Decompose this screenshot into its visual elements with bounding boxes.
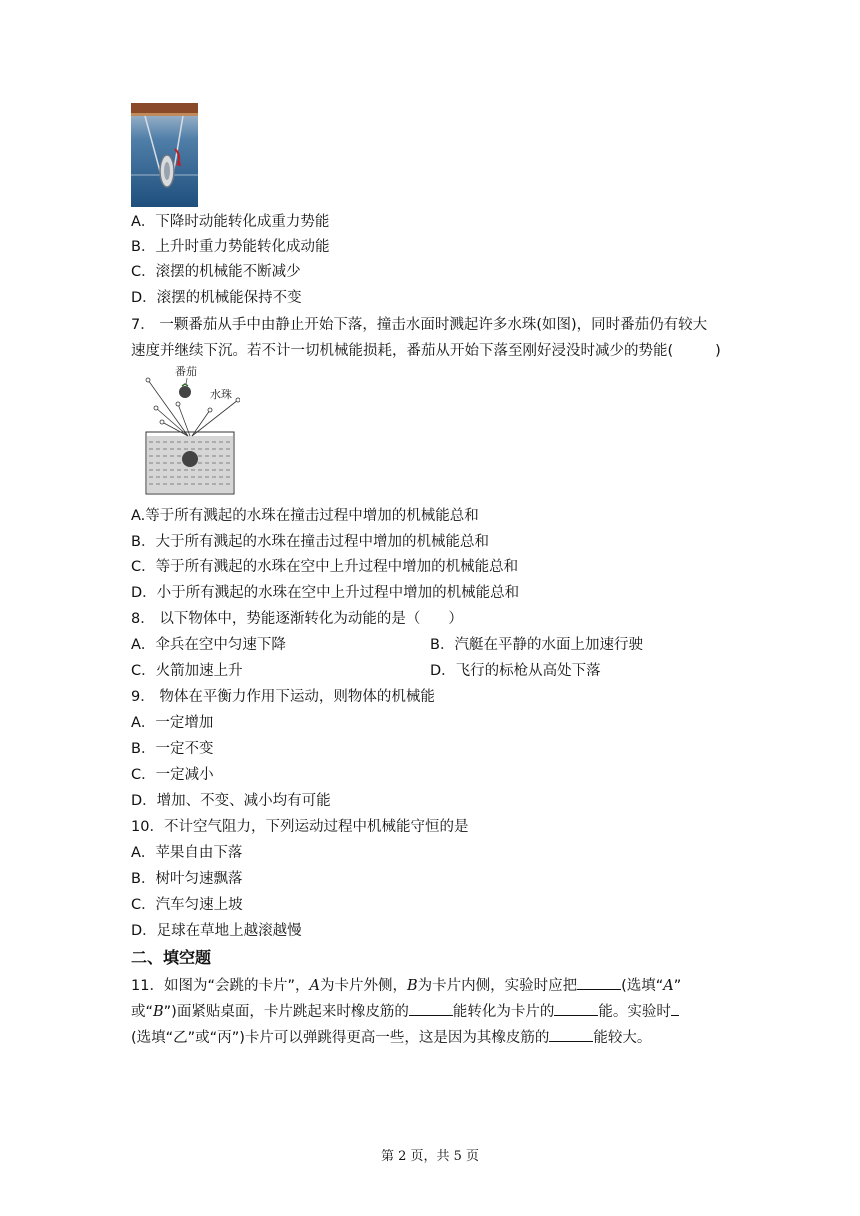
q11-text: ”)面紧贴桌面，卡片跳起来时橡皮筋的 [163, 1004, 409, 1020]
q11-line3 [131, 1027, 651, 1048]
page-footer: 第 2 页，共 5 页 [380, 1149, 480, 1164]
q6-option-d: D．滚摆的机械能保持不变 [131, 290, 302, 306]
q11-text: 能较大。 [593, 1030, 652, 1046]
answer-blank[interactable] [549, 1027, 593, 1042]
q8-option-c: C．火箭加速上升 [131, 663, 243, 679]
q10-option-d: D．足球在草地上越滚越慢 [131, 923, 302, 939]
q9-option-d: D．增加、不变、减小均有可能 [131, 793, 331, 809]
q11-var-a: A [309, 978, 320, 994]
q7-option-c: C．等于所有溅起的水珠在空中上升过程中增加的机械能总和 [131, 559, 519, 575]
yo-yo-pendulum-figure [131, 103, 198, 207]
q11-line2 [131, 1001, 679, 1022]
tomato-splash-figure [140, 362, 240, 496]
q7-stem-line2-text: 速度并继续下沉。若不计一切机械能损耗，番茄从开始下落至刚好浸没时减少的势能( [131, 343, 674, 359]
q11-text: 能转化为卡片的 [452, 1004, 555, 1020]
answer-blank[interactable] [577, 975, 621, 990]
droplets-label: 水珠 [210, 388, 232, 401]
tomato-label: 番茄 [175, 365, 197, 378]
q7-stem-line1: 7． 一颗番茄从手中由静止开始下落，撞击水面时溅起许多水珠(如图)，同时番茄仍有较大 [131, 317, 708, 333]
q9-option-c: C．一定减小 [131, 767, 214, 783]
q11-line1 [131, 975, 681, 996]
q11-text: (选填“乙”或“丙”)卡片可以弹跳得更高一些，这是因为其橡皮筋的 [131, 1030, 550, 1046]
q11-text: 11．如图为“会跳的卡片”， [131, 978, 310, 994]
answer-blank[interactable] [554, 1001, 598, 1016]
tomato-splash-diagram-icon [140, 362, 240, 496]
q11-text: ” [673, 978, 682, 994]
q11-var-b: B [406, 978, 418, 994]
q11-text: (选填“ [621, 978, 664, 994]
q11-var-b: B [153, 1004, 164, 1020]
q10-stem: 10．不计空气阻力，下列运动过程中机械能守恒的是 [131, 819, 469, 835]
q9-stem: 9． 物体在平衡力作用下运动，则物体的机械能 [131, 689, 435, 705]
q7-option-d: D．小于所有溅起的水珠在空中上升过程中增加的机械能总和 [131, 585, 520, 601]
q8-close-paren: ） [448, 611, 463, 627]
q7-option-b: B．大于所有溅起的水珠在撞击过程中增加的机械能总和 [131, 534, 489, 550]
q11-text: 或“ [131, 1004, 154, 1020]
section-title-fill-in: 二、填空题 [131, 948, 212, 967]
q8-stem [131, 609, 463, 629]
q7-option-a: A.等于所有溅起的水珠在撞击过程中增加的机械能总和 [131, 508, 479, 524]
q7-close-paren: ) [715, 343, 721, 359]
q11-var-a: A [663, 978, 674, 994]
q8-option-b: B．汽艇在平静的水面上加速行驶 [430, 637, 643, 653]
q6-option-b: B．上升时重力势能转化成动能 [131, 239, 330, 255]
q8-stem-text: 8． 以下物体中，势能逐渐转化为动能的是（ [131, 611, 421, 627]
q11-text: 能。实验时 [598, 1004, 671, 1020]
q6-option-c: C．滚摆的机械能不断减少 [131, 264, 301, 280]
answer-blank[interactable] [409, 1001, 453, 1016]
q11-text: 为卡片内侧，实验时应把 [417, 978, 578, 994]
q11-text: 为卡片外侧， [319, 978, 407, 994]
q10-option-b: B．树叶匀速飘落 [131, 871, 243, 887]
q8-option-d: D．飞行的标枪从高处下落 [430, 663, 601, 679]
q6-option-a: A．下降时动能转化成重力势能 [131, 214, 330, 230]
q10-option-a: A．苹果自由下落 [131, 845, 243, 861]
q10-option-c: C．汽车匀速上坡 [131, 897, 243, 913]
q9-option-b: B．一定不变 [131, 741, 214, 757]
q8-option-a: A．伞兵在空中匀速下降 [131, 637, 286, 653]
answer-blank[interactable] [671, 1001, 679, 1016]
q7-stem-line2 [131, 341, 721, 361]
yo-yo-pendulum-icon [131, 103, 198, 207]
q9-option-a: A．一定增加 [131, 715, 214, 731]
